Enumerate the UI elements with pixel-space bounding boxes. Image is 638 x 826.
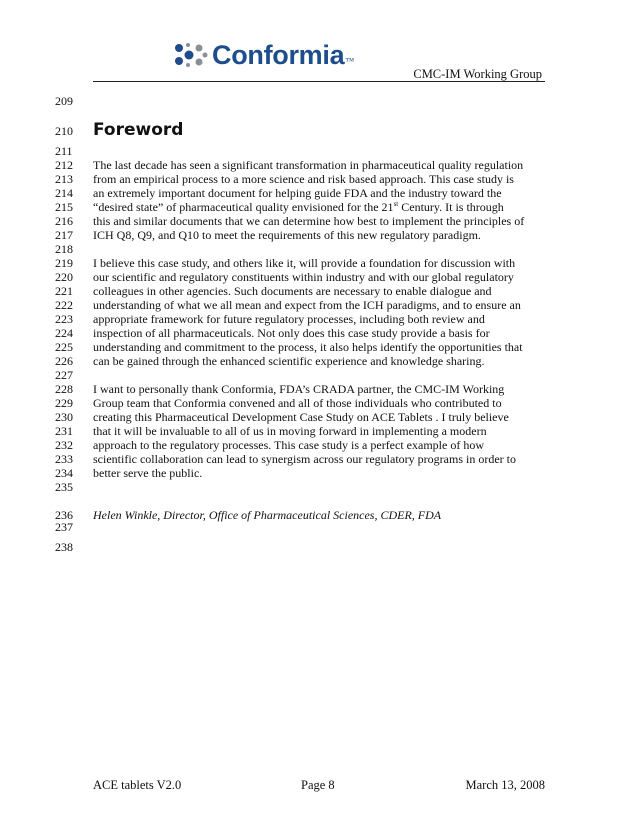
footer-date: March 13, 2008 bbox=[465, 778, 545, 792]
text-segment: Century. It is through bbox=[398, 200, 504, 214]
line-number: 224 bbox=[55, 326, 73, 340]
trademark-mark: ™ bbox=[345, 56, 355, 66]
header-rule bbox=[93, 81, 545, 82]
text-line: approach to the regulatory processes. This case study is a perfect example of how bbox=[93, 438, 484, 452]
text-line: that it will be invaluable to all of us in moving forward in implementing a modern bbox=[93, 424, 487, 438]
company-logo bbox=[174, 40, 354, 70]
line-number: 220 bbox=[55, 270, 73, 284]
line-number: 225 bbox=[55, 340, 73, 354]
line-number: 223 bbox=[55, 312, 73, 326]
text-line: ICH Q8, Q9, and Q10 to meet the requirements of this new regulatory paradigm. bbox=[93, 228, 481, 242]
footer-page-number: Page 8 bbox=[301, 778, 335, 792]
line-number: 234 bbox=[55, 466, 73, 480]
text-line: colleagues in other agencies. Such documents are necessary to enable dialogue and bbox=[93, 284, 492, 298]
section-heading: Foreword bbox=[93, 120, 184, 140]
text-line: understanding and commitment to the process, it also helps identify the opportunities that bbox=[93, 340, 523, 354]
text-line: from an empirical process to a more science and risk based approach. This case study is bbox=[93, 172, 514, 186]
text-segment: “desired state” of pharmaceutical quality envisioned for the 21 bbox=[93, 200, 394, 214]
line-number: 221 bbox=[55, 284, 73, 298]
line-number: 233 bbox=[55, 452, 73, 466]
line-number: 211 bbox=[55, 144, 73, 158]
line-number: 228 bbox=[55, 382, 73, 396]
line-number: 236 bbox=[55, 508, 73, 522]
line-number: 222 bbox=[55, 298, 73, 312]
text-line: our scientific and regulatory constituents within industry and with our global regulatory bbox=[93, 270, 514, 284]
line-number: 230 bbox=[55, 410, 73, 424]
text-line: understanding of what we all mean and expect from the ICH paradigms, and to ensure an bbox=[93, 298, 521, 312]
line-number: 237 bbox=[55, 520, 73, 534]
signature-line: Helen Winkle, Director, Office of Pharmaceutical Sciences, CDER, FDA bbox=[93, 508, 442, 522]
text-line: appropriate framework for future regulatory processes, including both review and bbox=[93, 312, 485, 326]
line-number: 231 bbox=[55, 424, 73, 438]
line-number: 227 bbox=[55, 368, 73, 382]
line-number: 238 bbox=[55, 540, 73, 554]
line-number: 232 bbox=[55, 438, 73, 452]
text-line: Group team that Conformia convened and all of those individuals who contributed to bbox=[93, 396, 502, 410]
text-line: I want to personally thank Conformia, FDA’s CRADA partner, the CMC-IM Working bbox=[93, 382, 505, 396]
line-number: 214 bbox=[55, 186, 73, 200]
line-number: 219 bbox=[55, 256, 73, 270]
line-number: 217 bbox=[55, 228, 73, 242]
text-line: can be gained through the enhanced scientific experience and knowledge sharing. bbox=[93, 354, 485, 368]
text-line: scientific collaboration can lead to synergism across our regulatory programs in order to bbox=[93, 452, 516, 466]
line-number: 229 bbox=[55, 396, 73, 410]
text-line: I believe this case study, and others like it, will provide a foundation for discussion with bbox=[93, 256, 516, 270]
line-number: 209 bbox=[55, 94, 73, 108]
text-line: an extremely important document for helping guide FDA and the industry toward the bbox=[93, 186, 502, 200]
text-line: inspection of all pharmaceuticals. Not only does this case study provide a basis for bbox=[93, 326, 490, 340]
line-number: 210 bbox=[55, 124, 73, 138]
line-number: 212 bbox=[55, 158, 73, 172]
line-number: 235 bbox=[55, 480, 73, 494]
conformia-molecule-icon bbox=[174, 42, 208, 68]
footer-doc-version: ACE tablets V2.0 bbox=[93, 778, 182, 792]
line-number: 215 bbox=[55, 200, 73, 214]
text-line: creating this Pharmaceutical Development Case Study on ACE Tablets . I truly believe bbox=[93, 410, 509, 424]
text-line: better serve the public. bbox=[93, 466, 203, 480]
logo-wordmark: Conformia bbox=[212, 39, 345, 70]
text-line bbox=[93, 200, 504, 214]
line-number: 216 bbox=[55, 214, 73, 228]
superscript: st bbox=[393, 200, 399, 208]
working-group-label: CMC-IM Working Group bbox=[413, 67, 542, 81]
line-number: 218 bbox=[55, 242, 73, 256]
line-number: 226 bbox=[55, 354, 73, 368]
text-line: this and similar documents that we can determine how best to implement the principles of bbox=[93, 214, 525, 228]
line-number: 213 bbox=[55, 172, 73, 186]
text-line: The last decade has seen a significant transformation in pharmaceutical quality regulation bbox=[93, 158, 524, 172]
